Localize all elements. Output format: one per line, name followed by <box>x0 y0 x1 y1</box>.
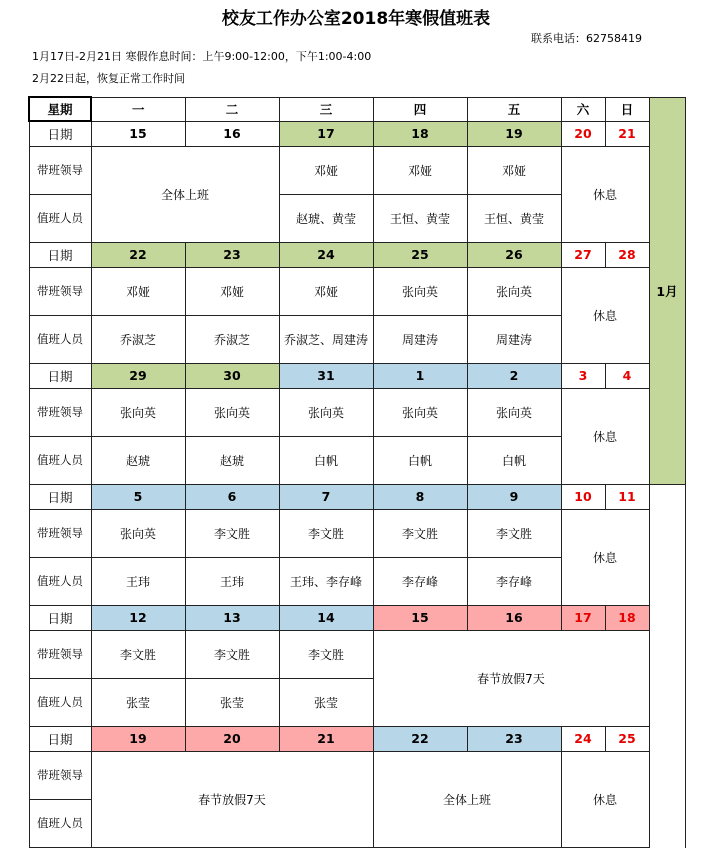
leader-cell: 张向英 <box>467 388 561 436</box>
resume-note: 2月22日起，恢复正常工作时间 <box>32 72 185 85</box>
duty-cell: 王恒、黄莹 <box>373 194 467 242</box>
date-label: 日期 <box>29 242 91 267</box>
leader-cell: 邓娅 <box>185 267 279 315</box>
leader-cell: 李文胜 <box>279 630 373 678</box>
weekday-sat: 六 <box>561 97 605 121</box>
leader-cell: 张向英 <box>373 267 467 315</box>
leader-cell: 张向英 <box>185 388 279 436</box>
date-cell-weekend: 18 <box>605 605 649 630</box>
rest-cell: 休息 <box>561 751 649 847</box>
date-cell: 16 <box>185 121 279 146</box>
all-work-cell: 全体上班 <box>91 146 279 242</box>
leader-cell: 邓娅 <box>373 146 467 194</box>
duty-cell: 王玮、李存峰 <box>279 557 373 605</box>
date-cell-weekend: 25 <box>605 726 649 751</box>
date-cell: 1 <box>373 363 467 388</box>
date-cell-weekend: 10 <box>561 484 605 509</box>
date-cell: 25 <box>373 242 467 267</box>
date-cell: 29 <box>91 363 185 388</box>
leader-cell: 张向英 <box>279 388 373 436</box>
date-cell: 24 <box>279 242 373 267</box>
date-cell-holiday: 19 <box>91 726 185 751</box>
weekday-label: 星期 <box>29 97 91 121</box>
duty-cell: 周建涛 <box>373 315 467 363</box>
date-cell: 7 <box>279 484 373 509</box>
duty-cell: 白帆 <box>467 436 561 484</box>
table-row-date <box>29 484 685 509</box>
duty-cell: 李存峰 <box>467 557 561 605</box>
leader-cell: 邓娅 <box>279 146 373 194</box>
date-cell: 14 <box>279 605 373 630</box>
leader-label: 带班领导 <box>29 630 91 678</box>
date-cell-weekend: 3 <box>561 363 605 388</box>
date-cell: 22 <box>91 242 185 267</box>
date-cell: 2 <box>467 363 561 388</box>
duty-cell: 赵琥 <box>185 436 279 484</box>
duty-cell: 白帆 <box>279 436 373 484</box>
date-cell-weekend: 11 <box>605 484 649 509</box>
date-cell-weekend: 24 <box>561 726 605 751</box>
table-row-leader <box>29 509 685 557</box>
table-row-date <box>29 121 685 146</box>
date-cell: 18 <box>373 121 467 146</box>
table-row-date <box>29 726 685 751</box>
date-cell-holiday: 20 <box>185 726 279 751</box>
date-cell: 15 <box>91 121 185 146</box>
duty-cell: 乔淑芝、周建涛 <box>279 315 373 363</box>
date-label: 日期 <box>29 605 91 630</box>
date-cell: 26 <box>467 242 561 267</box>
leader-cell: 张向英 <box>373 388 467 436</box>
duty-cell: 赵琥、黄莹 <box>279 194 373 242</box>
date-cell-holiday: 16 <box>467 605 561 630</box>
leader-cell: 李文胜 <box>185 630 279 678</box>
duty-cell: 张莹 <box>185 678 279 726</box>
rest-cell: 休息 <box>561 267 649 363</box>
duty-cell: 乔淑芝 <box>91 315 185 363</box>
date-cell: 5 <box>91 484 185 509</box>
leader-cell: 李文胜 <box>185 509 279 557</box>
weekday-fri: 五 <box>467 97 561 121</box>
contact-phone: 联系电话：62758419 <box>531 32 642 45</box>
date-cell: 31 <box>279 363 373 388</box>
date-cell: 30 <box>185 363 279 388</box>
rest-cell: 休息 <box>561 509 649 605</box>
duty-label: 值班人员 <box>29 436 91 484</box>
leader-cell: 李文胜 <box>373 509 467 557</box>
table-row-date <box>29 605 685 630</box>
date-cell-holiday: 15 <box>373 605 467 630</box>
table-row-leader <box>29 630 685 678</box>
page-title: 校友工作办公室2018年寒假值班表 <box>221 9 491 29</box>
holiday-cell: 春节放假7天 <box>91 751 373 847</box>
date-cell: 23 <box>185 242 279 267</box>
weekday-thu: 四 <box>373 97 467 121</box>
duty-label: 值班人员 <box>29 799 91 847</box>
date-cell: 19 <box>467 121 561 146</box>
duty-cell: 王恒、黄莹 <box>467 194 561 242</box>
leader-cell: 张向英 <box>91 388 185 436</box>
table-row-date <box>29 242 685 267</box>
leader-label: 带班领导 <box>29 388 91 436</box>
leader-cell: 邓娅 <box>91 267 185 315</box>
table-row-leader <box>29 146 685 194</box>
leader-cell: 邓娅 <box>279 267 373 315</box>
weekday-mon: 一 <box>91 97 185 121</box>
duty-cell: 张莹 <box>91 678 185 726</box>
date-cell-weekend: 17 <box>561 605 605 630</box>
table-row-leader <box>29 751 685 799</box>
table-row-leader <box>29 388 685 436</box>
leader-cell: 李文胜 <box>91 630 185 678</box>
duty-cell: 周建涛 <box>467 315 561 363</box>
date-label: 日期 <box>29 121 91 146</box>
holiday-cell: 春节放假7天 <box>373 630 649 726</box>
table-row-leader <box>29 267 685 315</box>
date-label: 日期 <box>29 484 91 509</box>
leader-cell: 李文胜 <box>279 509 373 557</box>
duty-cell: 王玮 <box>185 557 279 605</box>
schedule-note: 1月17日-2月21日 寒假作息时间：上午9:00-12:00，下午1:00-4:00 <box>32 50 372 63</box>
date-cell-weekend: 27 <box>561 242 605 267</box>
all-work-cell: 全体上班 <box>373 751 561 847</box>
duty-schedule-table <box>28 96 686 848</box>
duty-label: 值班人员 <box>29 557 91 605</box>
date-cell: 23 <box>467 726 561 751</box>
leader-cell: 邓娅 <box>467 146 561 194</box>
leader-cell: 张向英 <box>467 267 561 315</box>
date-cell-weekend: 21 <box>605 121 649 146</box>
duty-cell: 张莹 <box>279 678 373 726</box>
table-row-date <box>29 363 685 388</box>
date-cell: 6 <box>185 484 279 509</box>
rest-cell: 休息 <box>561 388 649 484</box>
weekday-sun: 日 <box>605 97 649 121</box>
leader-label: 带班领导 <box>29 509 91 557</box>
date-cell: 12 <box>91 605 185 630</box>
date-cell: 8 <box>373 484 467 509</box>
date-cell-weekend: 20 <box>561 121 605 146</box>
duty-cell: 李存峰 <box>373 557 467 605</box>
date-cell-weekend: 28 <box>605 242 649 267</box>
duty-cell: 赵琥 <box>91 436 185 484</box>
leader-label: 带班领导 <box>29 267 91 315</box>
duty-cell: 白帆 <box>373 436 467 484</box>
date-label: 日期 <box>29 363 91 388</box>
weekday-header-row <box>29 97 685 121</box>
leader-label: 带班领导 <box>29 751 91 799</box>
weekday-tue: 二 <box>185 97 279 121</box>
leader-cell: 张向英 <box>91 509 185 557</box>
duty-label: 值班人员 <box>29 315 91 363</box>
month-january: 1月 <box>649 97 685 484</box>
date-cell: 9 <box>467 484 561 509</box>
date-cell-holiday: 21 <box>279 726 373 751</box>
date-cell: 17 <box>279 121 373 146</box>
duty-label: 值班人员 <box>29 678 91 726</box>
date-cell: 22 <box>373 726 467 751</box>
weekday-wed: 三 <box>279 97 373 121</box>
date-label: 日期 <box>29 726 91 751</box>
rest-cell: 休息 <box>561 146 649 242</box>
duty-cell: 乔淑芝 <box>185 315 279 363</box>
duty-cell: 王玮 <box>91 557 185 605</box>
date-cell-weekend: 4 <box>605 363 649 388</box>
leader-cell: 李文胜 <box>467 509 561 557</box>
leader-label: 带班领导 <box>29 146 91 194</box>
date-cell: 13 <box>185 605 279 630</box>
duty-label: 值班人员 <box>29 194 91 242</box>
